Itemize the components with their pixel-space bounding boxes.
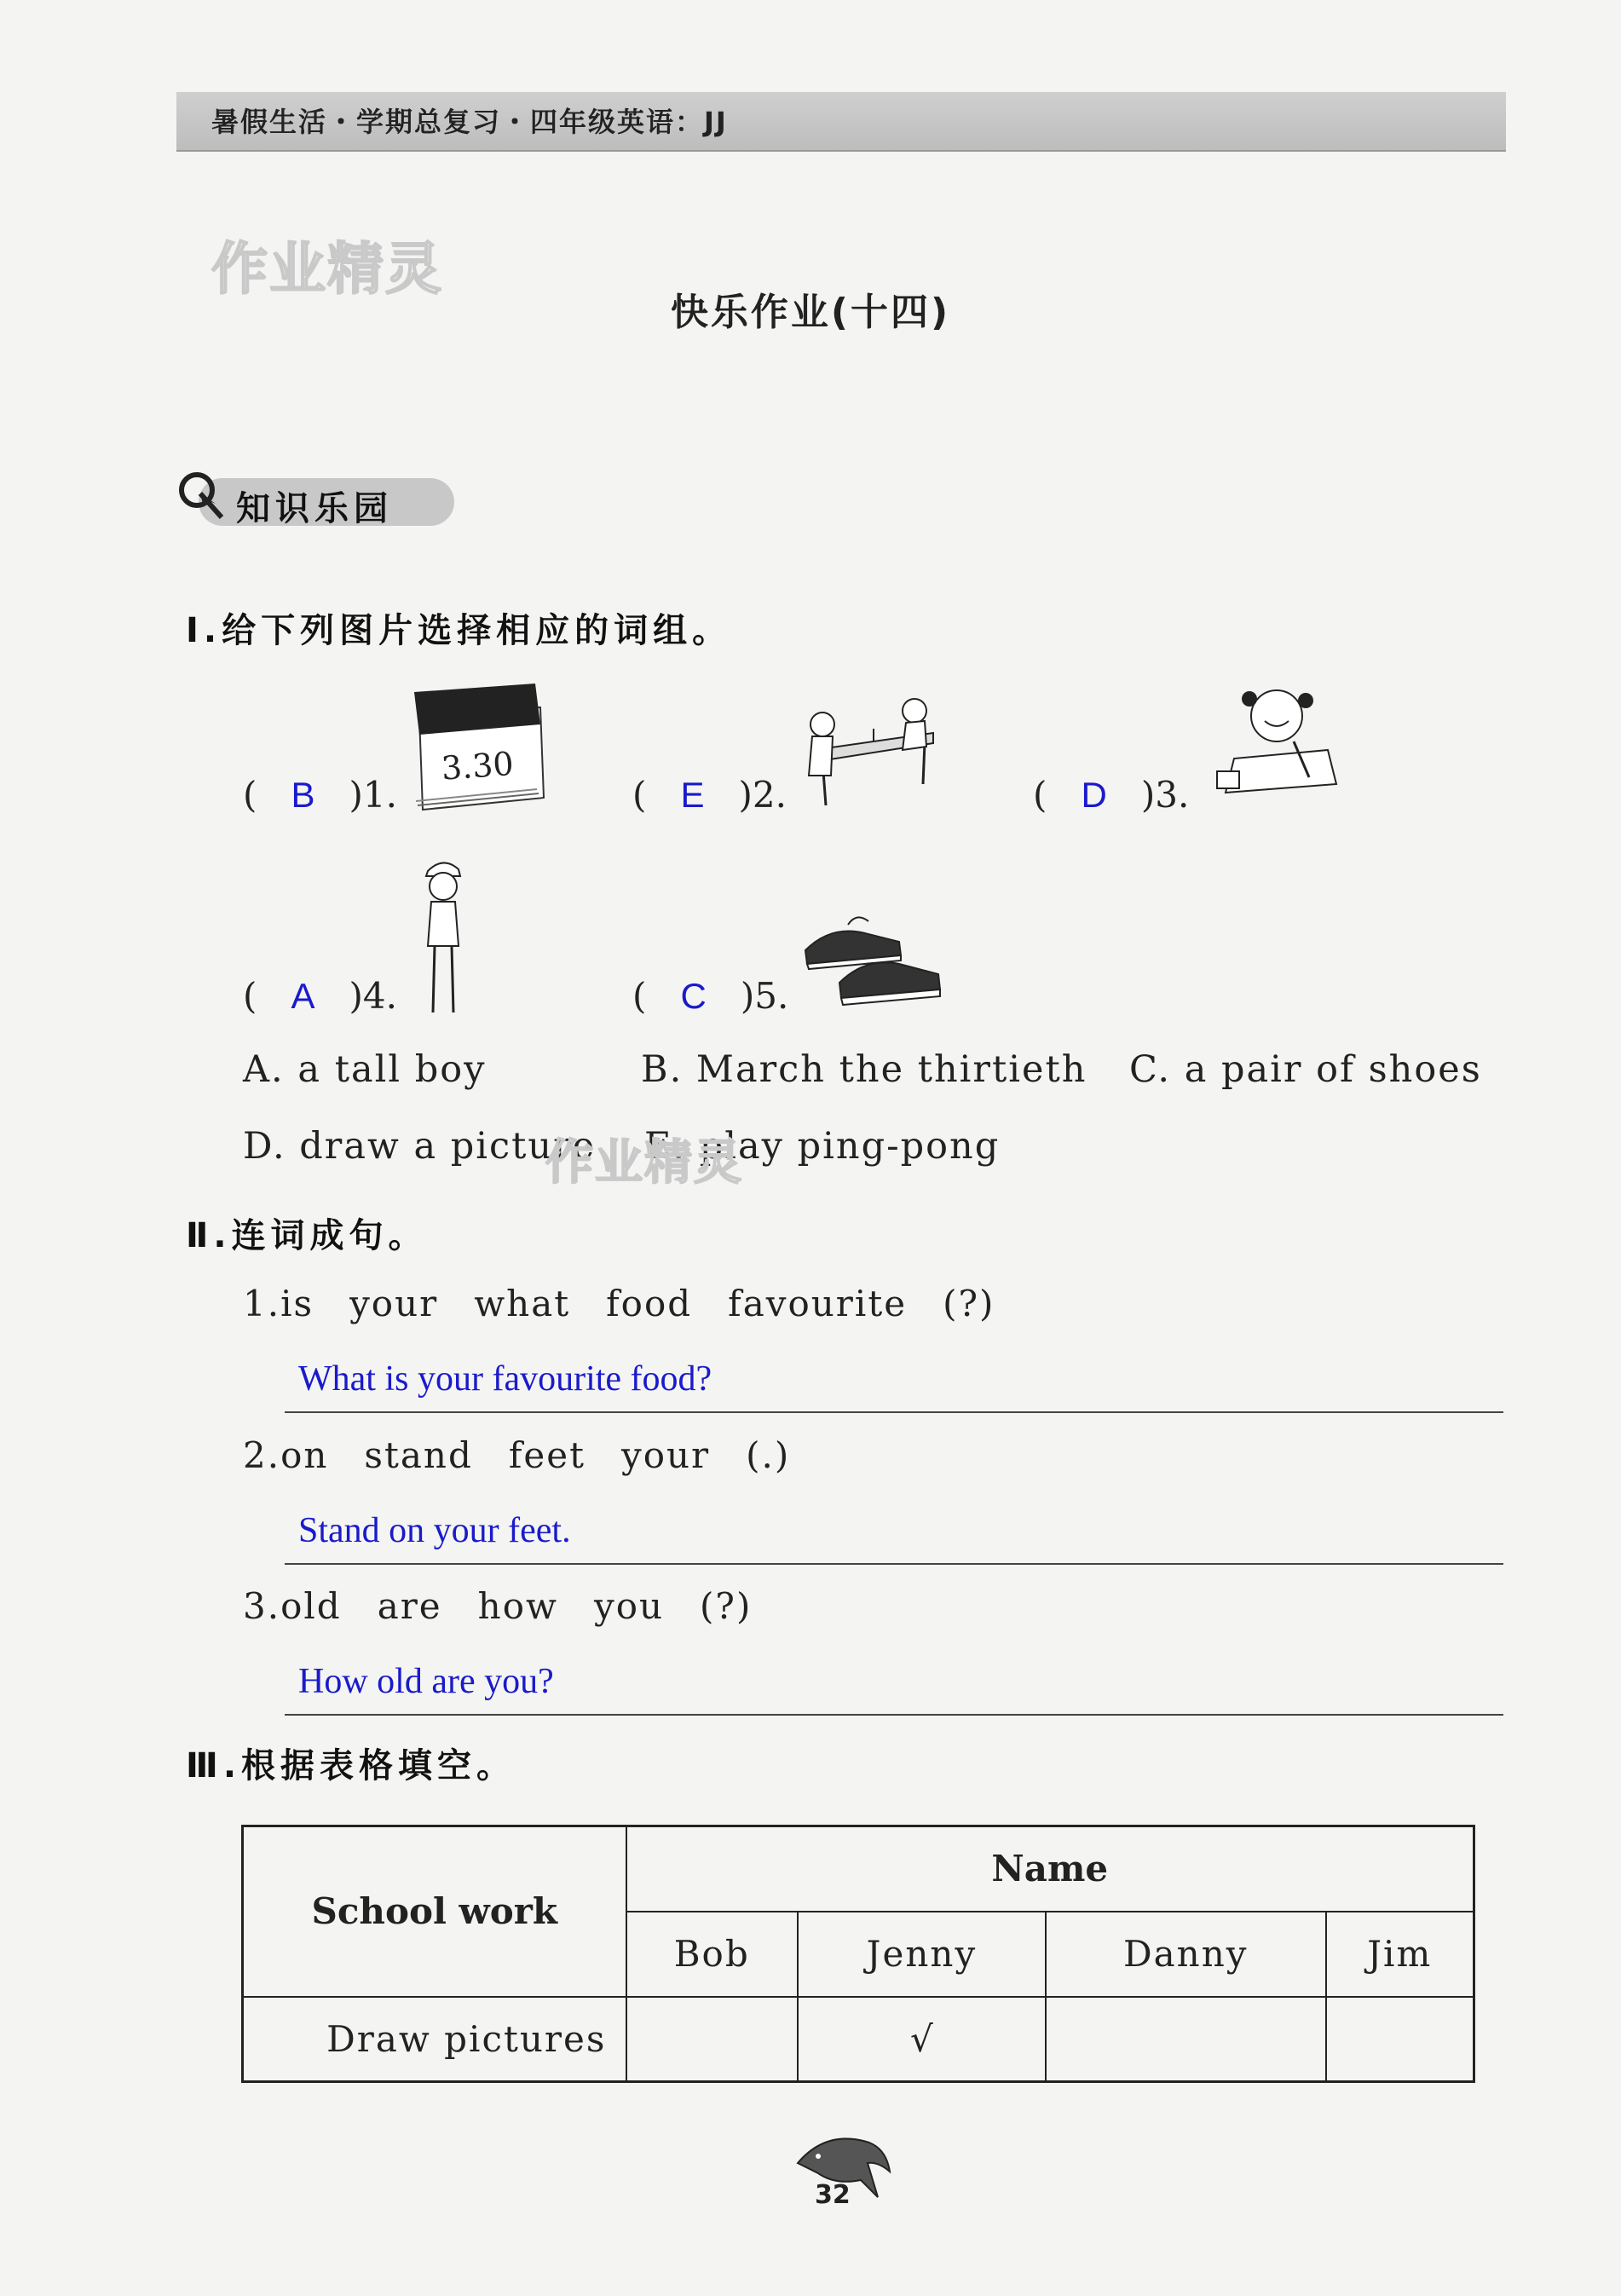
section-3-heading: Ⅲ.根据表格填空。 bbox=[186, 1746, 516, 1785]
answer-3[interactable]: D bbox=[1081, 775, 1107, 815]
scrambled-words-2: 2.on stand feet your (.) bbox=[243, 1434, 791, 1476]
scrambled-words-3: 3.old are how you (?) bbox=[243, 1585, 753, 1627]
calendar-date: 3.30 bbox=[440, 744, 515, 787]
question-1: ( B )1. bbox=[243, 774, 397, 816]
option-c: C. a pair of shoes bbox=[1129, 1048, 1482, 1091]
scrambled-words-1: 1.is your what food favourite (?) bbox=[243, 1283, 995, 1324]
table-name-header: Bob bbox=[626, 1912, 798, 1997]
option-b: B. March the thirtieth bbox=[641, 1048, 1087, 1091]
table-row bbox=[243, 1997, 1474, 2082]
question-5: ( C )5. bbox=[632, 975, 789, 1017]
option-a: A. a tall boy bbox=[243, 1048, 487, 1091]
table-name-header: Danny bbox=[1046, 1912, 1326, 1997]
watermark: 作业精灵 bbox=[545, 1135, 743, 1191]
drawing-picture bbox=[1200, 682, 1353, 810]
section-2-heading: Ⅱ.连词成句。 bbox=[186, 1216, 428, 1255]
question-3: ( D )3. bbox=[1033, 774, 1190, 816]
section-tag-label: 知识乐园 bbox=[236, 489, 393, 528]
table-cell[interactable]: √ bbox=[798, 1997, 1046, 2082]
question-2: ( E )2. bbox=[632, 774, 787, 816]
sentence-answer-2: Stand on your feet. bbox=[298, 1511, 571, 1550]
sentence-answer-1: What is your favourite food? bbox=[298, 1359, 712, 1399]
table-cell[interactable] bbox=[1046, 1997, 1326, 2082]
ping-pong-picture bbox=[797, 690, 950, 818]
magnifier-icon bbox=[175, 468, 234, 538]
table-corner-header: School work bbox=[243, 1826, 626, 1997]
table-name-header: Jenny bbox=[798, 1912, 1046, 1997]
page-title: 快乐作业(十四) bbox=[670, 291, 951, 334]
option-e: E. play ping-pong bbox=[644, 1125, 1001, 1168]
page-number: 32 bbox=[815, 2180, 851, 2210]
question-4: ( A )4. bbox=[243, 975, 397, 1017]
watermark: 作业精灵 bbox=[211, 236, 443, 302]
section-1-heading: Ⅰ.给下列图片选择相应的词组。 bbox=[186, 611, 732, 650]
header-text: 暑假生活・学期总复习・四年级英语：JJ bbox=[211, 106, 728, 138]
answer-5[interactable]: C bbox=[680, 976, 707, 1016]
table-group-header: Name bbox=[626, 1826, 1474, 1912]
table-row-label: Draw pictures bbox=[243, 1997, 626, 2082]
section-tag bbox=[175, 464, 456, 533]
sentence-answer-3: How old are you? bbox=[298, 1662, 554, 1701]
answer-4[interactable]: A bbox=[291, 976, 315, 1016]
answer-2[interactable]: E bbox=[680, 775, 705, 815]
answer-1[interactable]: B bbox=[291, 775, 315, 815]
option-d: D. draw a picture bbox=[243, 1125, 597, 1168]
table-name-header: Jim bbox=[1326, 1912, 1474, 1997]
calendar-picture bbox=[407, 682, 552, 818]
tall-boy-picture bbox=[409, 852, 477, 1023]
shoes-picture bbox=[797, 908, 950, 1018]
table-cell[interactable] bbox=[1326, 1997, 1474, 2082]
school-work-table bbox=[241, 1825, 1475, 2083]
table-cell[interactable] bbox=[626, 1997, 798, 2082]
